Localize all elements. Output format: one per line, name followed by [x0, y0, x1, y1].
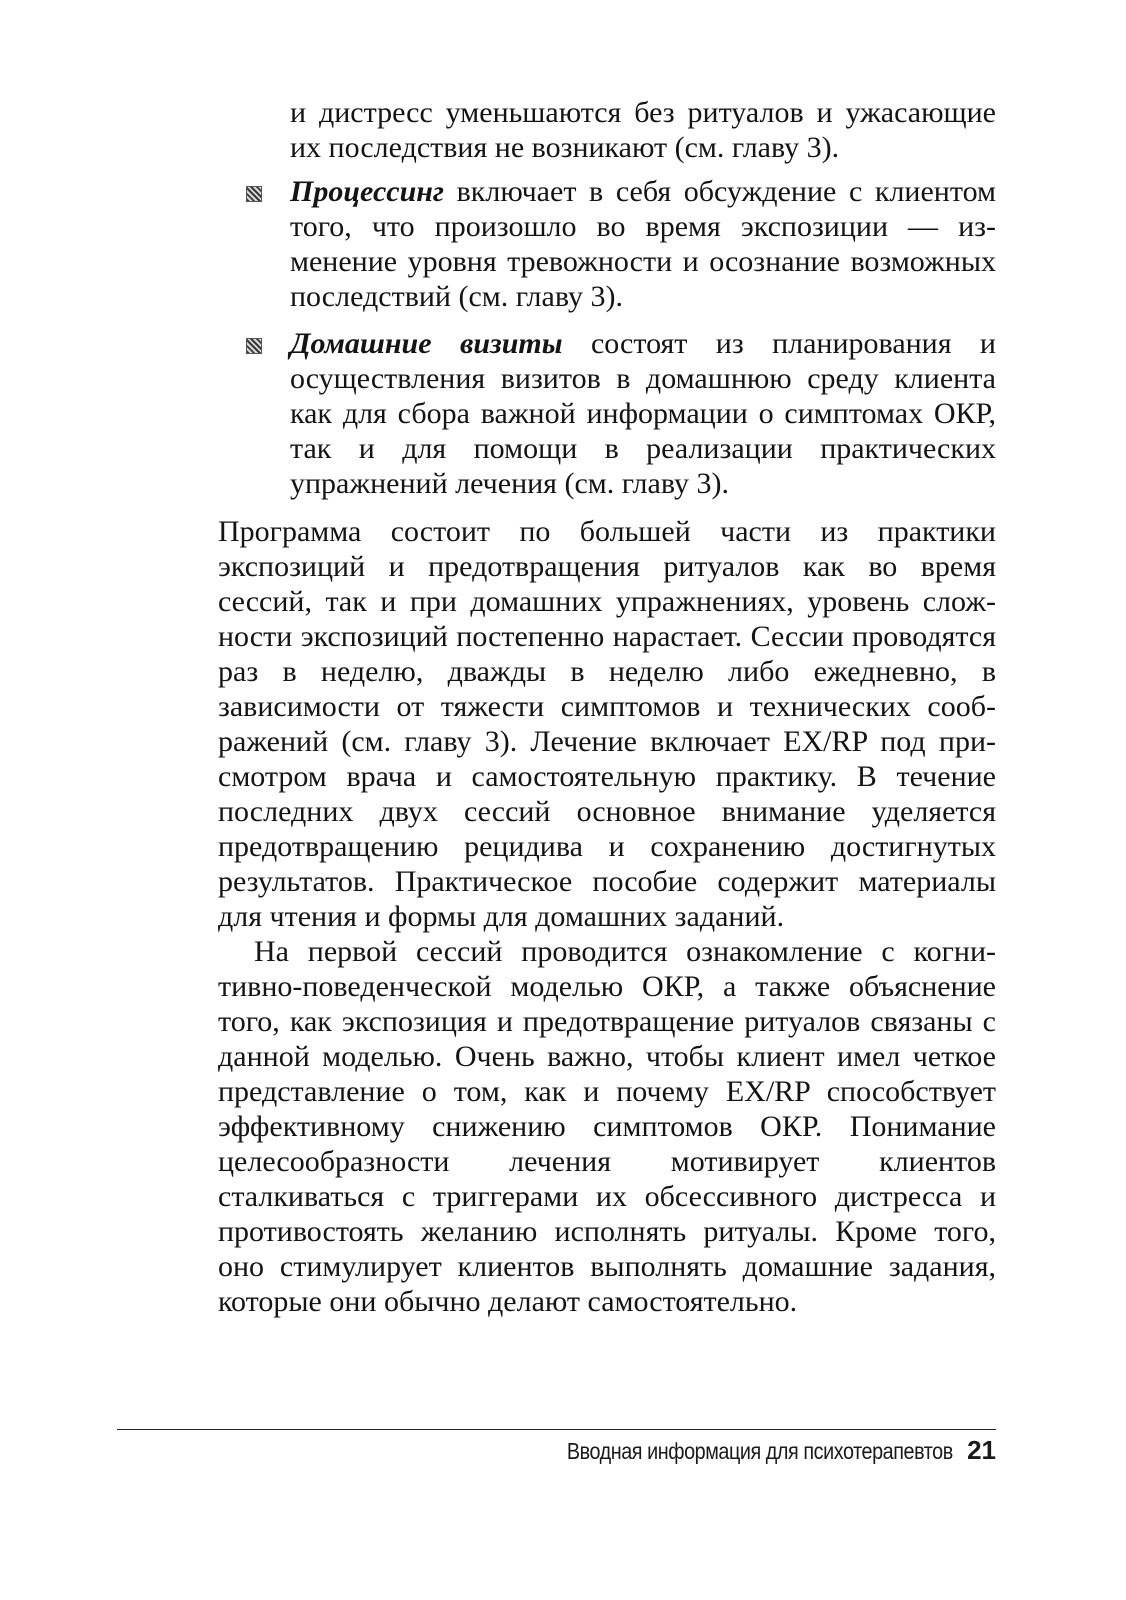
bullet-text	[290, 174, 996, 314]
bullet-term: Процессинг	[290, 175, 444, 208]
running-title: Вводная информация для психотерапевтов	[567, 1438, 954, 1464]
paragraph: Программа состоит по большей части из практики экспозиций и предотвращения ритуалов как во время сессий, так и при домашних упражнениях, уровень сложности экспозиций постепенно нарастает. Сессии проводятся раз в неделю, дважды в неделю либо ежедневно, в зависимости от тяжести симптомов и технических соображений (см. главу 3). Лечение включает EX/RP под присмотром врача и самостоятельную практику. В течение последних двух сессий основное внимание уделяется предотвращению рецидива и сохранению достигнутых результатов. Практическое пособие содержит материалы для чтения и формы для домашних заданий.	[218, 515, 996, 933]
bullet-body: состоят из планирования и осуществления визитов в домашнюю среду клиента как для сбора важной информации о симптомах ОКР, так и для помощи в реализации практических упражнений лечения (см. главу 3).	[290, 327, 996, 500]
continued-text: и дистресс уменьшаются без ритуалов и ужасающие их последствия не возникают (см. главу 3).	[290, 96, 996, 164]
bullet-body: включает в себя обсуждение с клиентом того, что произошло во время экспозиции — изменение уровня тревожности и осознание возможных последствий (см. главу 3).	[290, 175, 996, 313]
bullet-term: Домашние визиты	[290, 327, 563, 360]
footer-rule	[117, 1429, 996, 1430]
square-bullet-icon	[246, 186, 262, 202]
running-footer	[504, 1432, 996, 1469]
body-text	[218, 514, 996, 1319]
bullet-text	[290, 326, 996, 501]
page-number: 21	[967, 1435, 996, 1465]
paragraph: На первой сессий проводится ознакомление с когнитивно-поведенческой моделью ОКР, а также объяснение того, как экспозиция и предотвращение ритуалов связаны с данной моделью. Очень важно, чтобы клиент имел четкое представление о том, как и почему EX/RP способствует эффективному снижению симптомов ОКР. Понимание целесообразности лечения мотивирует клиентов сталкиваться с триггерами их обсессивного дистресса и противостоять желанию исполнять ритуалы. Кроме того, оно стимулирует клиентов выполнять домашние задания, которые они обычно делают самостоятельно.	[218, 935, 996, 1318]
square-bullet-icon	[246, 338, 262, 354]
